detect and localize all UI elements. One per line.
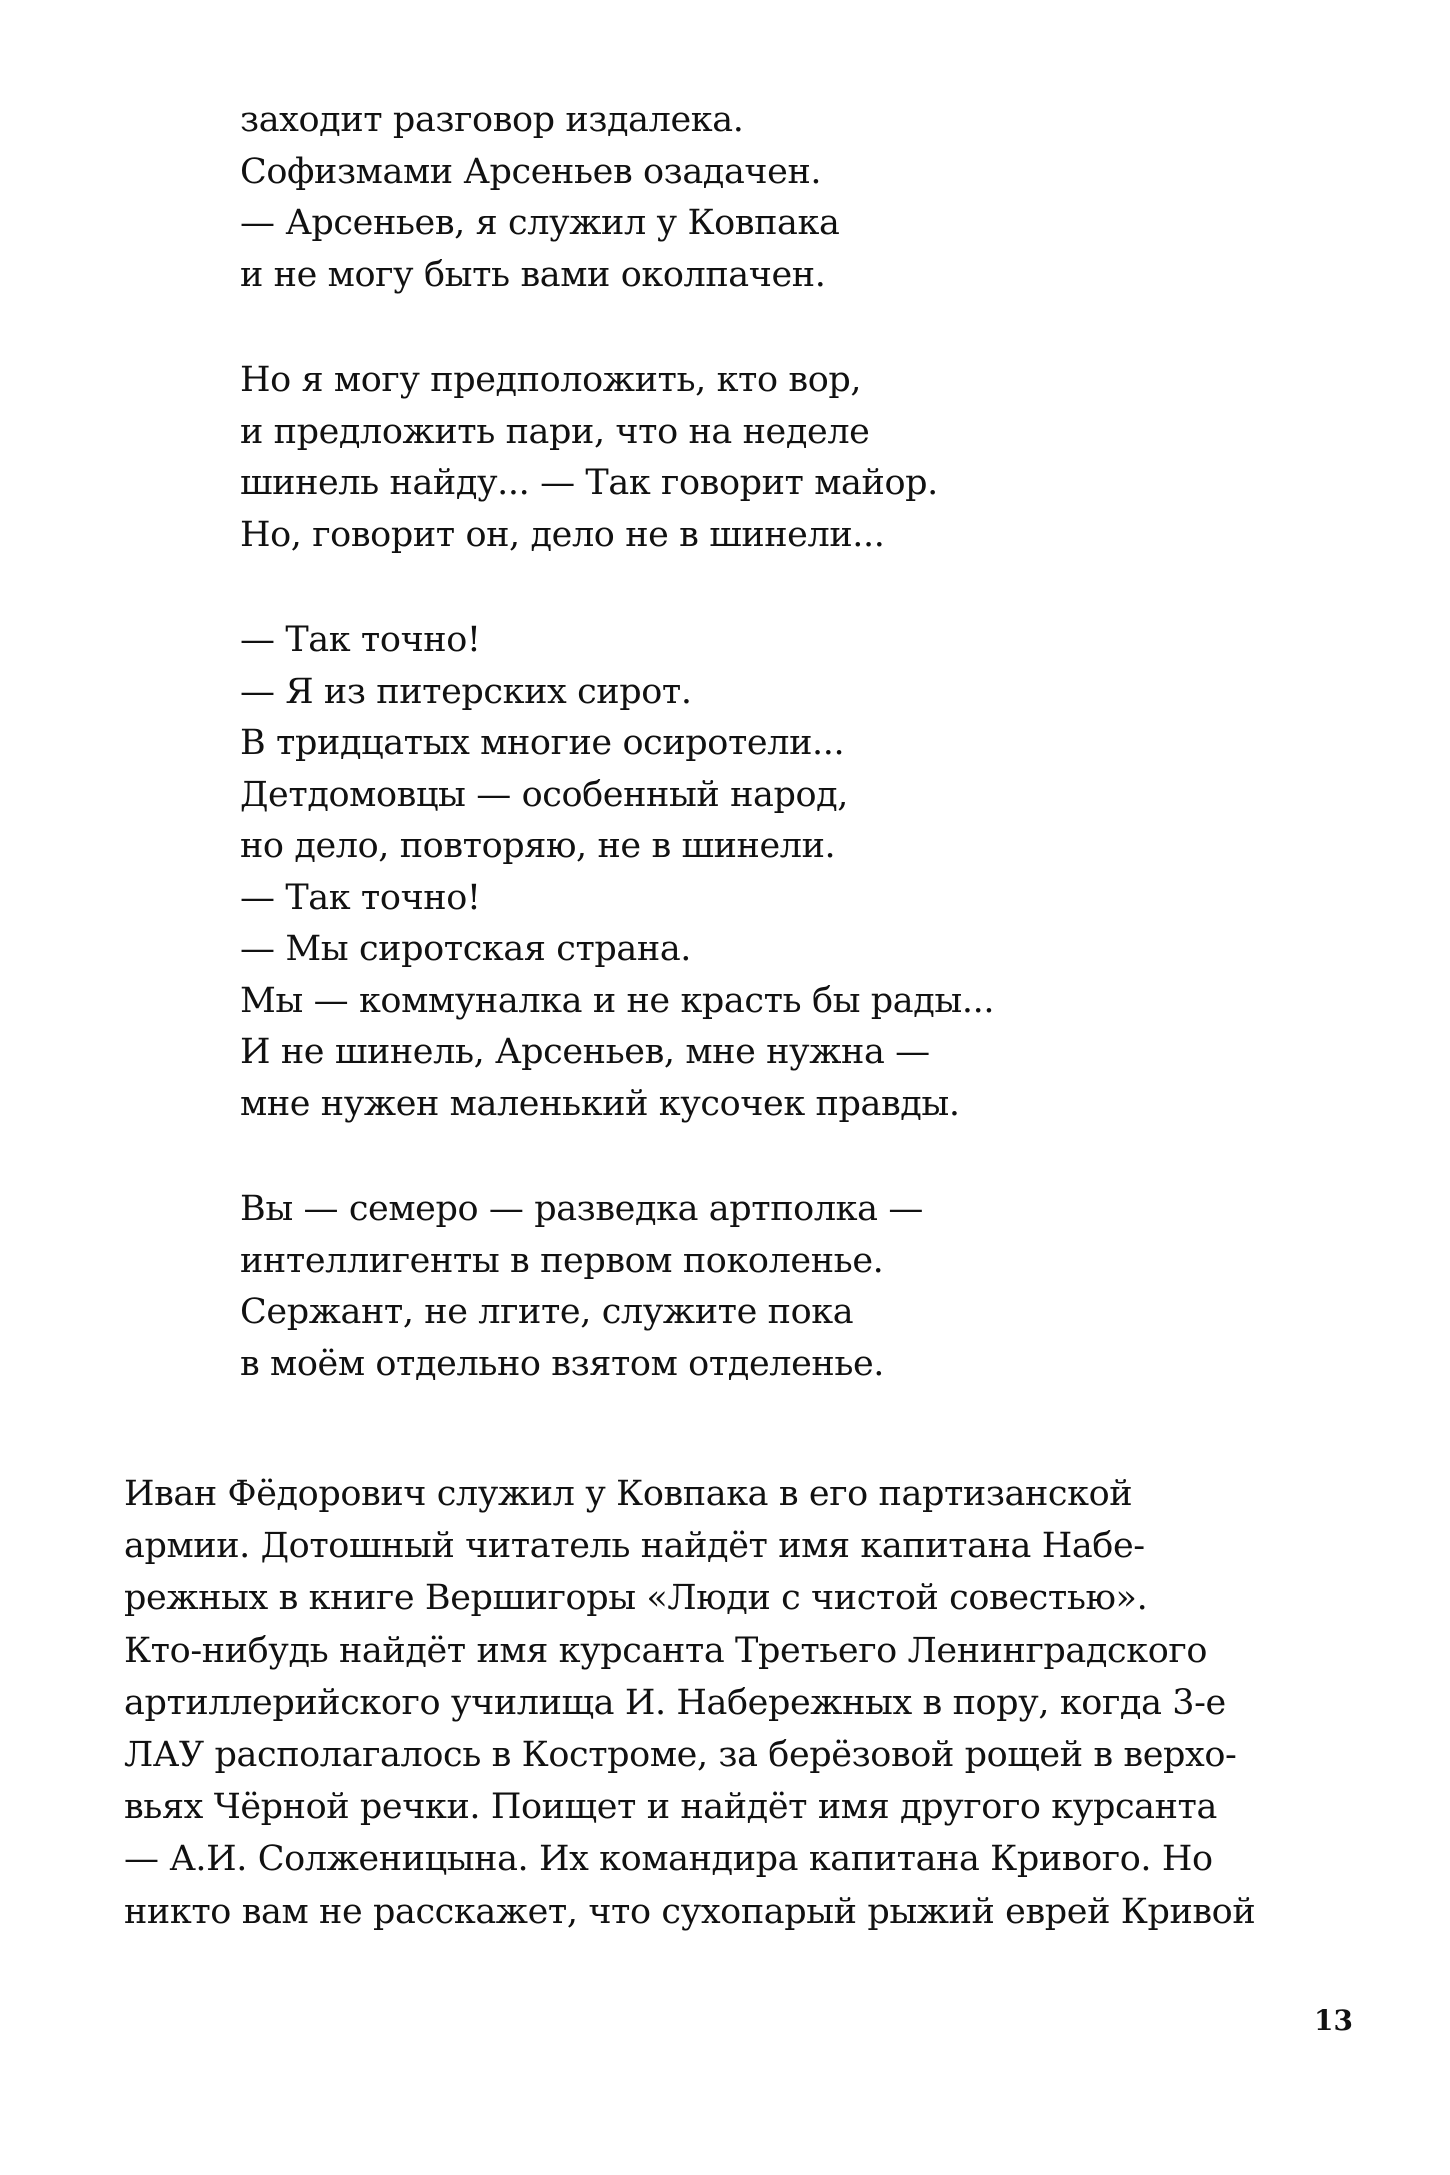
poem-line: Мы — коммуналка и не красть бы рады...: [240, 980, 995, 1021]
poem-line: заходит разговор издалека.: [240, 100, 744, 140]
poem-line: Софизмами Арсеньев озадачен.: [240, 151, 822, 192]
prose-line: Кто-нибудь найдёт имя курсанта Третьего Ленинградского: [124, 1630, 1208, 1671]
poem: [240, 95, 1240, 1444]
poem-line: — Так точно!: [240, 620, 481, 660]
prose-line: артиллерийского училища И. Набережных в пору, когда 3-е: [124, 1682, 1226, 1723]
poem-line: Но, говорит он, дело не в шинели...: [240, 514, 885, 555]
poem-line: В тридцатых многие осиротели...: [240, 723, 845, 763]
prose-line: ЛАУ располагалось в Костроме, за берёзовой рощей в верхо-: [124, 1735, 1237, 1776]
prose-paragraph: [124, 1468, 1324, 1938]
prose-line: вьях Чёрной речки. Поищет и найдёт имя другого курсанта: [124, 1787, 1217, 1828]
prose-line: — А.И. Солженицына. Их командира капитана Кривого. Но: [124, 1839, 1213, 1880]
poem-line: Вы — семеро — разведка артполка —: [240, 1189, 923, 1229]
poem-stanza: [240, 355, 1240, 561]
poem-line: в моём отдельно взятом отделенье.: [240, 1343, 885, 1384]
poem-stanza: [240, 95, 1240, 301]
poem-line: и предложить пари, что на неделе: [240, 411, 870, 452]
poem-stanza: [240, 615, 1240, 1130]
poem-line: И не шинель, Арсеньев, мне нужна —: [240, 1032, 930, 1072]
poem-line: мне нужен маленький кусочек правды.: [240, 1083, 960, 1124]
poem-stanza: [240, 1184, 1240, 1390]
poem-line: — Так точно!: [240, 877, 481, 918]
page-number: 13: [1314, 2004, 1353, 2037]
prose-line: никто вам не расскажет, что сухопарый рыжий еврей Кривой: [124, 1891, 1256, 1932]
poem-line: и не могу быть вами околпачен.: [240, 254, 826, 295]
poem-line: Сержант, не лгите, служите пока: [240, 1292, 854, 1332]
poem-line: интеллигенты в первом поколенье.: [240, 1240, 884, 1281]
poem-line: — Мы сиротская страна.: [240, 929, 692, 969]
poem-line: Но я могу предположить, кто вор,: [240, 360, 862, 400]
poem-line: Детдомовцы — особенный народ,: [240, 774, 849, 815]
poem-line: — Арсеньев, я служил у Ковпака: [240, 203, 840, 243]
poem-line: шинель найду... — Так говорит майор.: [240, 463, 938, 503]
prose-line: режных в книге Вершигоры «Люди с чистой совестью».: [124, 1578, 1148, 1619]
poem-line: — Я из питерских сирот.: [240, 671, 692, 712]
prose-line: армии. Дотошный читатель найдёт имя капитана Набе-: [124, 1526, 1145, 1567]
prose-line: Иван Фёдорович служил у Ковпака в его партизанской: [124, 1474, 1133, 1514]
poem-line: но дело, повторяю, не в шинели.: [240, 826, 836, 866]
